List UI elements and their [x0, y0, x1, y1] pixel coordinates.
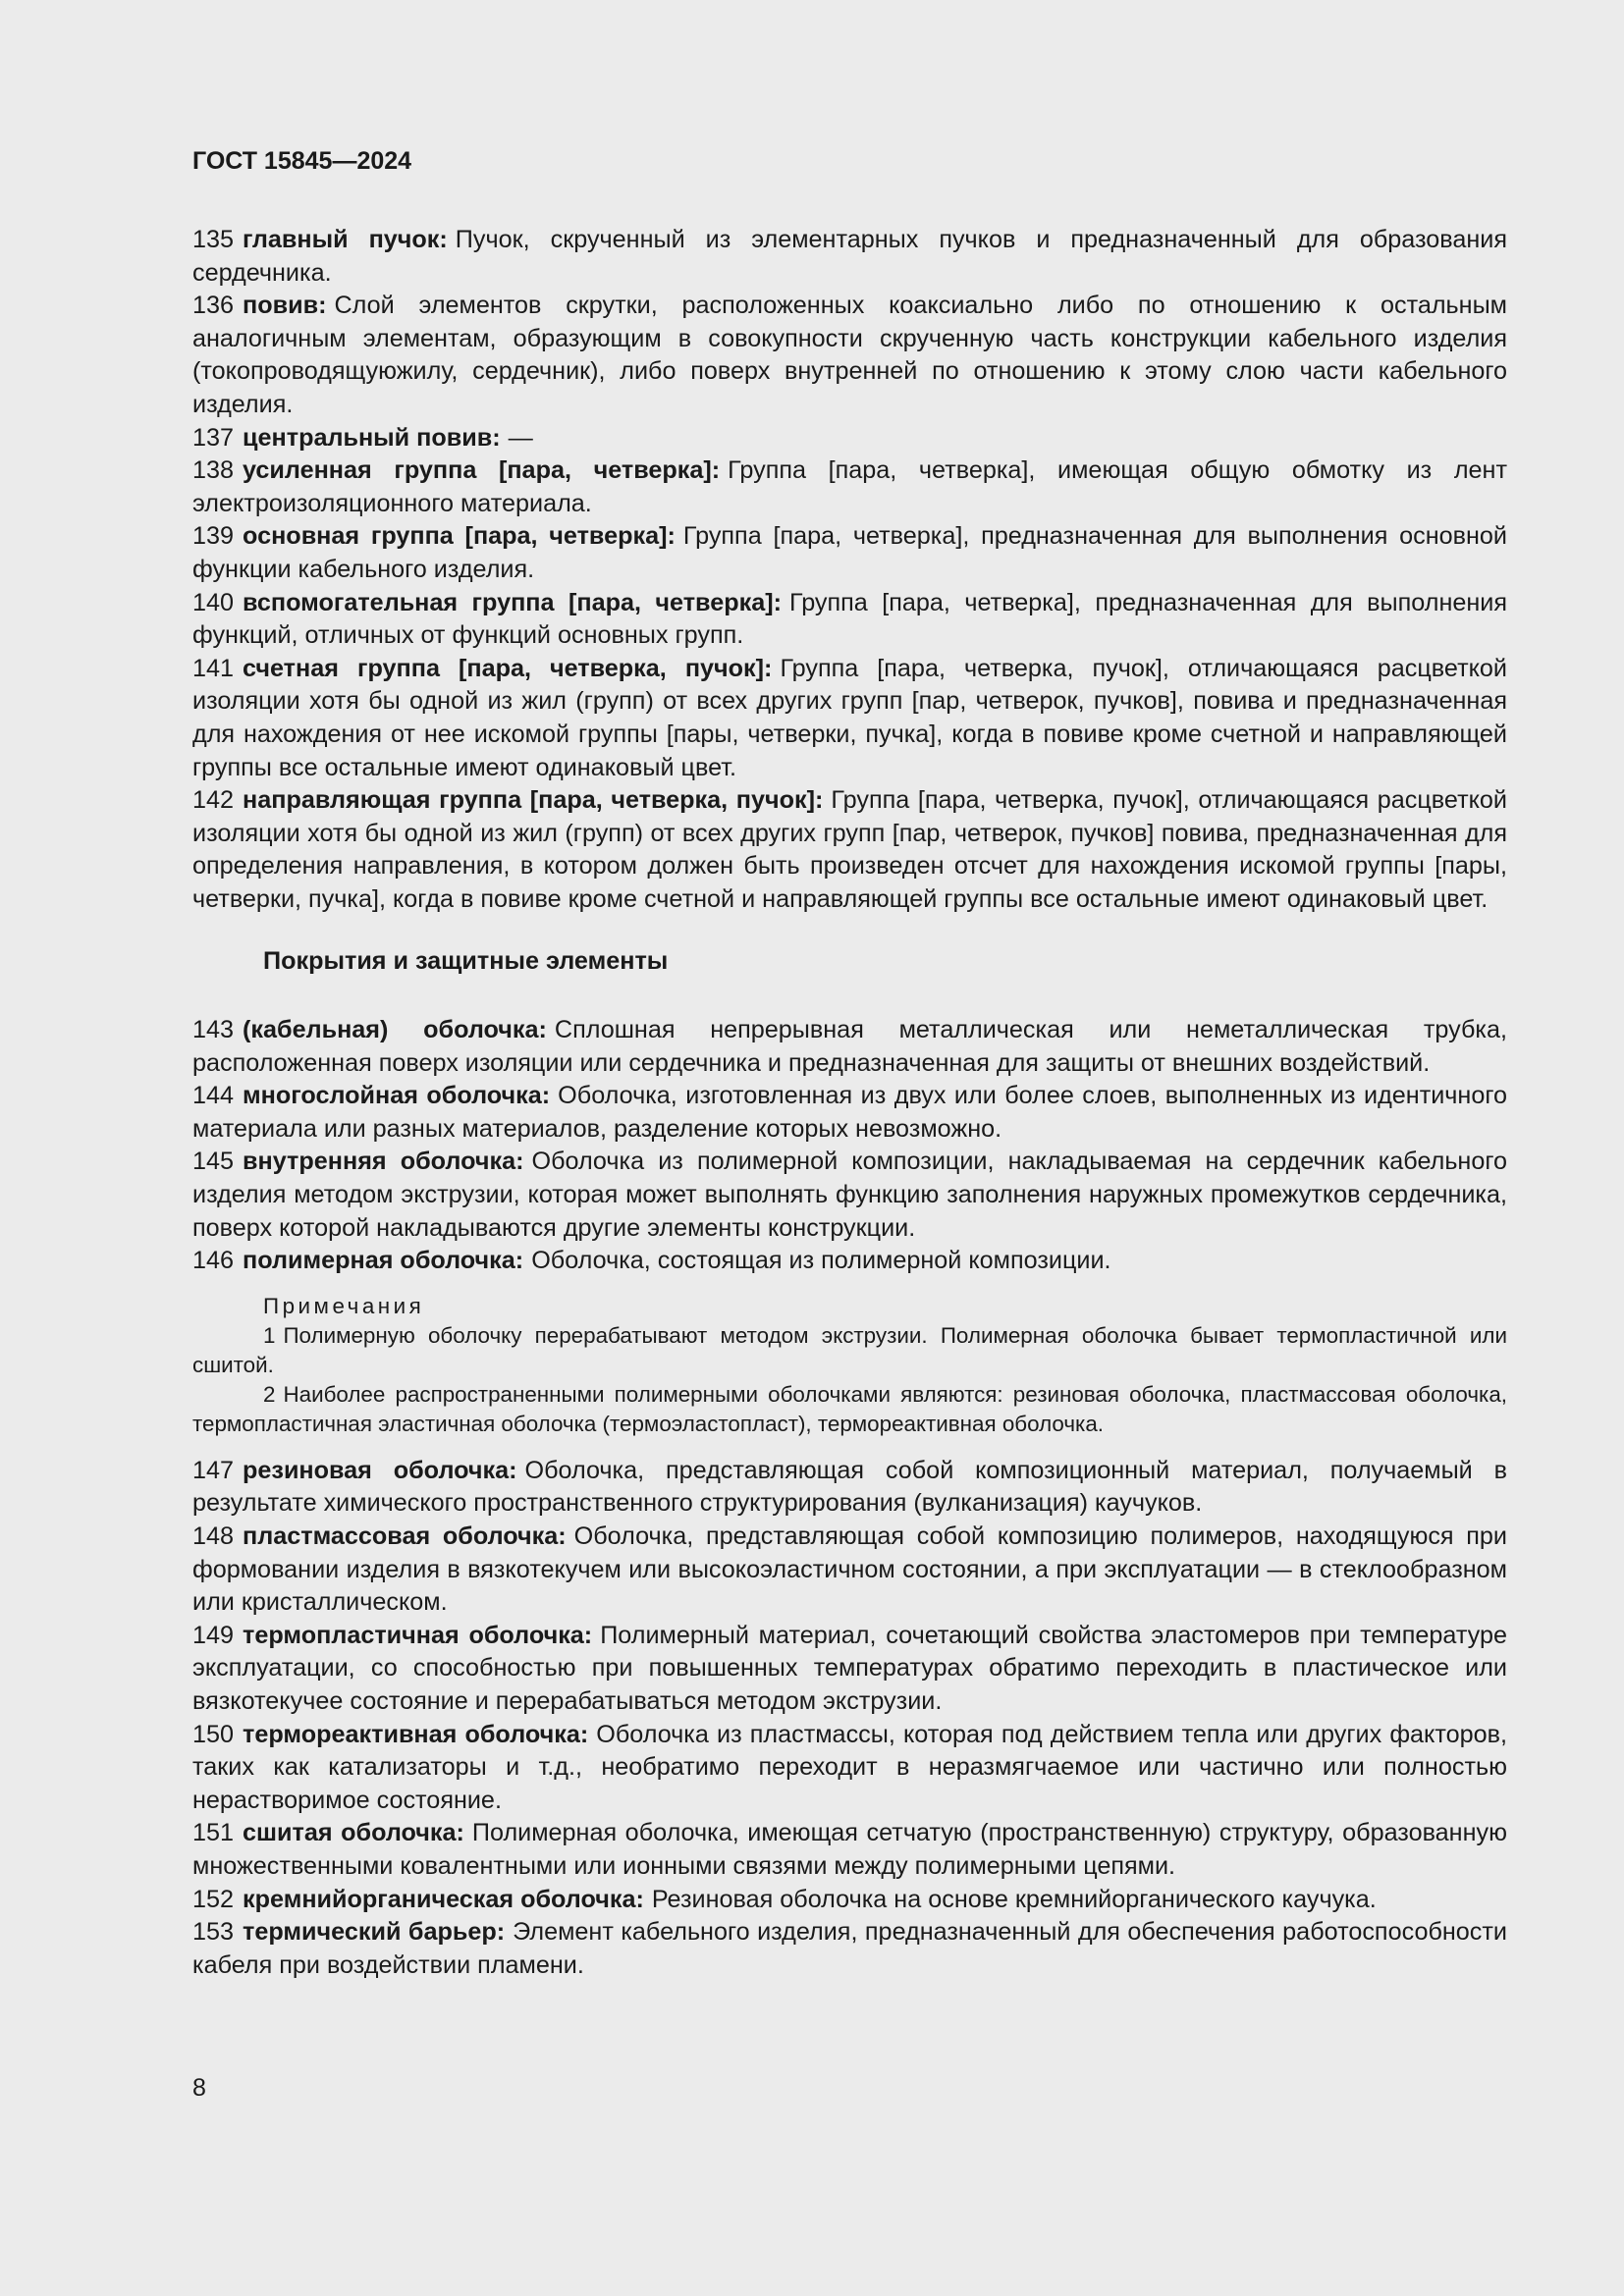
term-definition: Слой элементов скрутки, расположенных коаксиально либо по отношению к остальным аналогичным элементам, образующим в совокупности скрученную часть конструкции кабельного изделия (токопроводящуюжилу, сердечник), либо поверх внутренней по отношению к этому слою части кабельного изделия.: [192, 292, 1507, 418]
term-number: 145: [192, 1148, 235, 1176]
term-definition: Группа [пара, четверка, пучок], отличающаяся расцветкой изоляции хотя бы одной из жил (групп) от всех других групп [пар, четверок, пучков] повива, предназначенная для определения направления, в котором должен быть произведен отсчет для нахождения искомой группы [пары, четверки, пучка], когда в повиве кроме счетной и направляющей группы все остальные имеют одинаковый цвет.: [192, 786, 1507, 913]
term-number: 139: [192, 522, 235, 551]
term-name: полимерная оболочка:: [243, 1247, 524, 1275]
section-title: Покрытия и защитные элементы: [263, 947, 669, 976]
notes-block: [192, 1292, 1507, 1439]
term-entry: [192, 784, 1507, 916]
term-entry: [192, 224, 1507, 290]
term-name: термический барьер:: [243, 1918, 506, 1947]
term-name: сшитая оболочка:: [243, 1819, 464, 1847]
document-body: [192, 224, 1507, 1982]
term-number: 144: [192, 1082, 235, 1110]
term-number: 151: [192, 1819, 235, 1847]
notes-list: [192, 1321, 1507, 1439]
term-definition: Оболочка из полимерной композиции, накладываемая на сердечник кабельного изделия методом экструзии, которая может выполнять функцию заполнения наружных промежутков сердечника, поверх которой накладываются другие элементы конструкции.: [192, 1148, 1507, 1242]
term-entry: [192, 454, 1507, 520]
term-definition: Оболочка, представляющая собой композиционный материал, получаемый в результате химического пространственного структурирования (вулканизация) каучуков.: [192, 1456, 1507, 1518]
term-number: 153: [192, 1918, 235, 1947]
term-entry: [192, 587, 1507, 653]
term-entry: [192, 653, 1507, 784]
note-number: 1: [263, 1322, 276, 1348]
term-number: 142: [192, 786, 235, 815]
term-entry: [192, 422, 1507, 455]
terms-group-b: [192, 1014, 1507, 1278]
term-entry: [192, 1014, 1507, 1080]
term-name: вспомогательная группа [пара, четверка]:: [243, 588, 782, 616]
terms-group-a: [192, 224, 1507, 916]
term-entry: [192, 1817, 1507, 1883]
term-name: направляющая группа [пара, четверка, пучок]:: [243, 786, 824, 815]
term-entry: [192, 1916, 1507, 1982]
term-name: центральный повив:: [243, 423, 501, 452]
term-name: (кабельная) оболочка:: [243, 1016, 547, 1044]
term-number: 146: [192, 1247, 235, 1275]
term-number: 135: [192, 226, 235, 253]
term-name: кремнийорганическая оболочка:: [243, 1885, 644, 1913]
term-number: 138: [192, 456, 235, 485]
term-entry: [192, 1245, 1507, 1278]
note-item: [192, 1321, 1507, 1380]
term-definition: Полимерная оболочка, имеющая сетчатую (пространственную) структуру, образованную множественными ковалентными или ионными связями между полимерными цепями.: [192, 1819, 1507, 1880]
term-definition: Резиновая оболочка на основе кремнийорганического каучука.: [651, 1885, 1377, 1913]
term-entry: [192, 1719, 1507, 1818]
note-text: Полимерную оболочку перерабатывают методом экструзии. Полимерная оболочка бывает термопластичной или сшитой.: [192, 1322, 1507, 1377]
notes-label: Примечания: [263, 1293, 425, 1318]
term-definition: —: [508, 423, 533, 452]
term-entry: [192, 520, 1507, 586]
term-name: пластмассовая оболочка:: [243, 1522, 567, 1550]
term-number: 149: [192, 1621, 235, 1649]
term-entry: [192, 1080, 1507, 1146]
term-name: повив:: [243, 292, 327, 320]
term-number: 152: [192, 1885, 235, 1913]
term-definition: Оболочка, состоящая из полимерной композиции.: [531, 1247, 1111, 1275]
term-entry: [192, 1455, 1507, 1521]
term-definition: Оболочка, изготовленная из двух или более слоев, выполненных из идентичного материала или разных материалов, разделение которых невозможно.: [192, 1082, 1507, 1143]
term-number: 148: [192, 1522, 235, 1550]
term-definition: Пучок, скрученный из элементарных пучков и предназначенный для образования сердечника.: [192, 226, 1507, 287]
document-header: ГОСТ 15845—2024: [192, 147, 412, 175]
term-entry: [192, 1620, 1507, 1719]
term-number: 147: [192, 1456, 235, 1484]
note-text: Наиболее распространенными полимерными оболочками являются: резиновая оболочка, пластмассовая оболочка, термопластичная эластичная оболочка (термоэластопласт), термореактивная оболочка.: [192, 1381, 1507, 1436]
term-definition: Сплошная непрерывная металлическая или неметаллическая трубка, расположенная поверх изоляции или сердечника и предназначенная для защиты от внешних воздействий.: [192, 1016, 1508, 1077]
term-definition: Группа [пара, четверка, пучок], отличающаяся расцветкой изоляции хотя бы одной из жил (групп) от всех других групп [пар, четверок, пучков], повива и предназначенная для нахождения от нее искомой группы [пары, четверки, пучка], когда в повиве кроме счетной и направляющей группы все остальные имеют одинаковый цвет.: [192, 654, 1507, 781]
term-number: 136: [192, 292, 235, 320]
term-number: 141: [192, 654, 235, 682]
term-entry: [192, 290, 1507, 421]
term-definition: Оболочка из пластмассы, которая под действием тепла или других факторов, таких как катализаторы и т.д., необратимо переходит в неразмягчаемое или частично или полностью нерастворимое состояние.: [192, 1720, 1508, 1814]
term-name: главный пучок:: [243, 226, 448, 253]
term-number: 140: [192, 588, 235, 616]
term-name: внутренняя оболочка:: [243, 1148, 524, 1176]
term-definition: Группа [пара, четверка], предназначенная для выполнения основной функции кабельного изделия.: [192, 522, 1507, 583]
term-entry: [192, 1521, 1507, 1620]
term-entry: [192, 1884, 1507, 1917]
note-number: 2: [263, 1381, 276, 1407]
terms-group-c: [192, 1455, 1507, 1983]
term-number: 150: [192, 1720, 235, 1748]
term-definition: Группа [пара, четверка], предназначенная для выполнения функций, отличных от функций основных групп.: [192, 588, 1507, 650]
term-definition: Оболочка, представляющая собой композицию полимеров, находящуюся при формовании изделия в вязкотекучем или высокоэластичном состоянии, а при эксплуатации — в стеклообразном или кристаллическом.: [192, 1522, 1507, 1617]
term-name: многослойная оболочка:: [243, 1082, 551, 1110]
term-entry: [192, 1146, 1507, 1245]
note-item: [192, 1380, 1507, 1439]
page-number: 8: [192, 2074, 206, 2102]
term-name: термореактивная оболочка:: [243, 1720, 589, 1748]
term-name: основная группа [пара, четверка]:: [243, 522, 676, 551]
term-definition: Элемент кабельного изделия, предназначенный для обеспечения работоспособности кабеля при воздействии пламени.: [192, 1918, 1507, 1979]
term-number: 143: [192, 1016, 235, 1044]
term-definition: Полимерный материал, сочетающий свойства эластомеров при температуре эксплуатации, со способностью при повышенных температурах обратимо переходить в пластическое или вязкотекучее состояние и перерабатываться методом экструзии.: [192, 1621, 1507, 1715]
term-number: 137: [192, 423, 235, 452]
term-name: усиленная группа [пара, четверка]:: [243, 456, 721, 485]
term-name: счетная группа [пара, четверка, пучок]:: [243, 654, 773, 682]
term-definition: Группа [пара, четверка], имеющая общую обмотку из лент электроизоляционного материала.: [192, 456, 1507, 517]
term-name: резиновая оболочка:: [243, 1456, 517, 1484]
term-name: термопластичная оболочка:: [243, 1621, 593, 1649]
